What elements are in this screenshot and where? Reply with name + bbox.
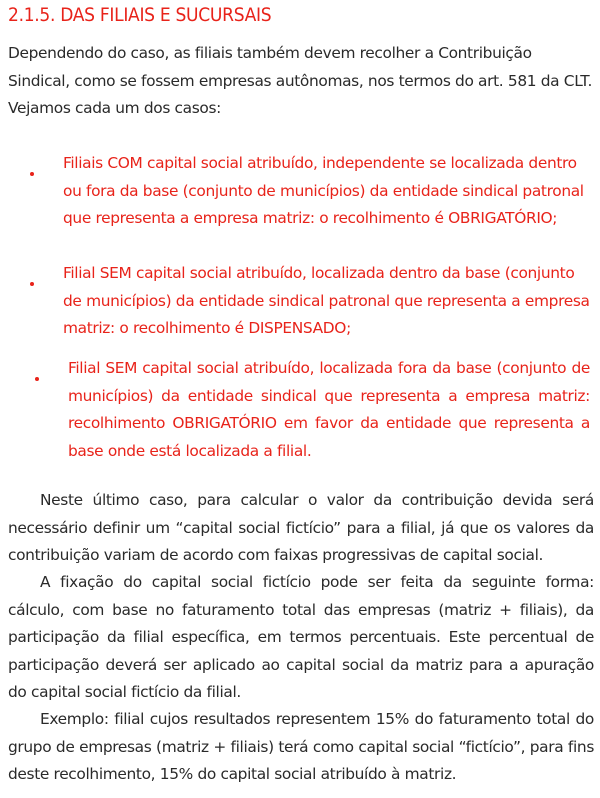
intro-paragraph: Dependendo do caso, as filiais também devem recolher a Contribuição Sindical, como se fossem empresas autônomas, nos termos do art. 581 da CLT. Vejamos cada um dos casos: <box>8 44 593 118</box>
section-heading: 2.1.5. DAS FILIAIS E SUCURSAIS <box>8 4 272 26</box>
paragraph-fixacao: A fixação do capital social fictício pode ser feita da seguinte forma: cálculo, com base no faturamento total das empresas (matriz + filiais), da participação da filial específica, em termos percentuais. Este percentual de participação deverá ser aplicado ao capital social da matriz para a apuração do capital social fictício da filial. <box>8 573 594 702</box>
bullet-text: Filial SEM capital social atribuído, localizada dentro da base (conjunto de municípios) da entidade sindical patronal que representa a empresa matriz: o recolhimento é DISPENSADO; <box>63 264 590 338</box>
bullet-dot-icon <box>35 377 39 381</box>
paragraph-capital-ficticio: Neste último caso, para calcular o valor da contribuição devida será necessário definir um “capital social fictício” para a filial, já que os valores da contribuição variam de acordo com faixas progressivas de capital social. <box>8 491 594 565</box>
bullet-text: Filiais COM capital social atribuído, independente se localizada dentro ou fora da base (conjunto de municípios) da entidade sindical patronal que representa a empresa matriz: o recolhimento é OBRIGATÓRIO; <box>63 154 584 228</box>
bullet-dot-icon <box>30 172 34 176</box>
bullet-text: Filial SEM capital social atribuído, localizada fora da base (conjunto de municípios) da entidade sindical que representa a empresa matriz: recolhimento OBRIGATÓRIO em favor da entidade que representa a base onde está localizada a filial. <box>68 359 590 460</box>
bullet-dot-icon <box>30 282 34 286</box>
paragraph-exemplo: Exemplo: filial cujos resultados representem 15% do faturamento total do grupo de empresas (matriz + filiais) terá como capital social “fictício”, para fins deste recolhimento, 15% do capital social atribuído à matriz. <box>8 710 594 784</box>
